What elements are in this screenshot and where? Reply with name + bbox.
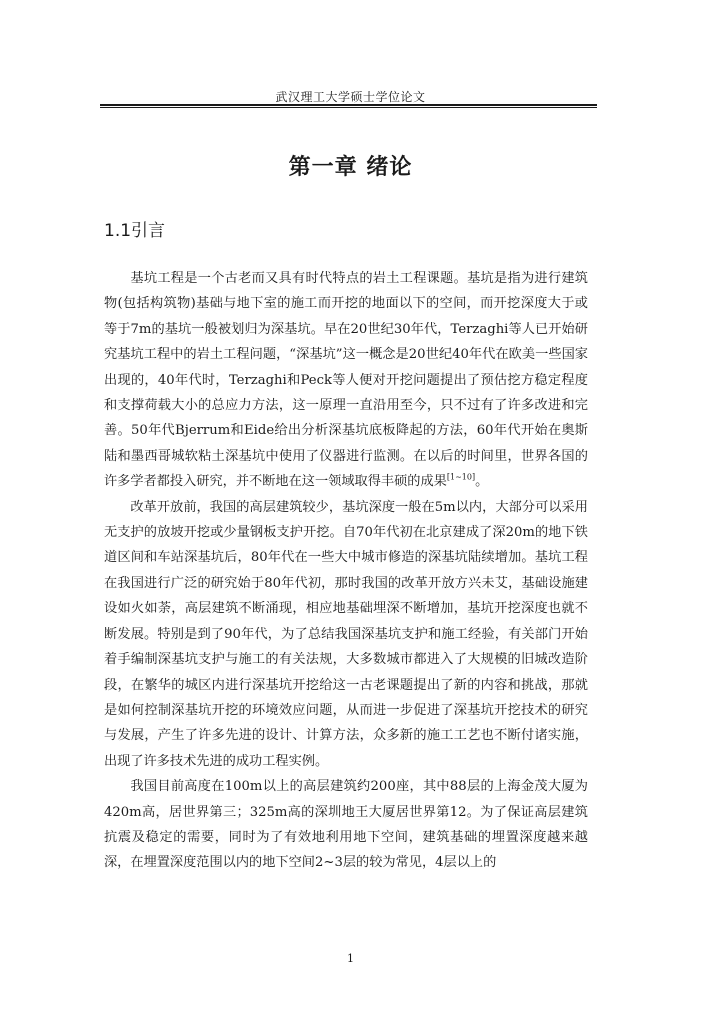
paragraph-3: 我国目前高度在100m以上的高层建筑约200座，其中88层的上海金茂大厦为420m高，居世界第三；325m高的深圳地王大厦居世界第12。为了保证高层建筑抗震及稳定的需要，同时为了有效地利用地下空间，建筑基础的埋置深度越来越深，在埋置深度范围以内的地下空间2~3层的较为常见，4层以上的 <box>104 779 588 871</box>
body-text <box>104 266 588 876</box>
header-rule <box>100 104 597 108</box>
citation-ref: [1~10] <box>446 472 476 482</box>
section-heading: 1.1引言 <box>104 221 166 241</box>
chapter-title: 第一章 绪论 <box>288 155 413 180</box>
paragraph-1-end: 。 <box>475 474 489 490</box>
paragraph-1-text: 基坑工程是一个古老而又具有时代特点的岩土工程课题。基坑是指为进行建筑物(包括构筑物)基础与地下室的施工而开挖的地面以下的空间，而开挖深度大于或等于7m的基坑一般被划归为深基坑。早在20世纪30年代，Terzaghi等人已开始研究基坑工程中的岩土工程问题，“深基坑”这一概念是20世纪40年代在欧美一些国家出现的，40年代时，Terzaghi和Peck等人便对开挖问题提出了预估挖方稳定程度和支撑荷载大小的总应力方法，这一原理一直沿用至今，只不过有了许多改进和完善。50年代Bjerrum和Eide给出分析深基坑底板降起的方法，60年代开始在奥斯陆和墨西哥城软粘土深基坑中使用了仪器进行监测。在以后的时间里，世界各国的许多学者都投入研究，并不断地在这一领域取得丰硕的成果 <box>104 271 588 490</box>
paragraph-1 <box>104 266 588 495</box>
page-number: 1 <box>347 952 354 965</box>
paragraph-2: 改革开放前，我国的高层建筑较少，基坑深度一般在5m以内，大部分可以采用无支护的放坡开挖或少量钢板支护开挖。自70年代初在北京建成了深20m的地下铁道区间和车站深基坑后，80年代在一些大中城市修造的深基坑陆续增加。基坑工程在我国进行广泛的研究始于80年代初，那时我国的改革开放方兴未艾，基础设施建设如火如荼，高层建筑不断涌现，相应地基础埋深不断增加，基坑开挖深度也就不断发展。特别是到了90年代，为了总结我国深基坑支护和施工经验，有关部门开始着手编制深基坑支护与施工的有关法规，大多数城市都进入了大规模的旧城改造阶段，在繁华的城区内进行深基坑开挖给这一古老课题提出了新的内容和挑战，那就是如何控制深基坑开挖的环境效应问题，从而进一步促进了深基坑开挖技术的研究与发展，产生了许多先进的设计、计算方法，众多新的施工工艺也不断付诸实施，出现了许多技术先进的成功工程实例。 <box>104 499 588 769</box>
running-header: 武汉理工大学硕士学位论文 <box>275 90 426 104</box>
